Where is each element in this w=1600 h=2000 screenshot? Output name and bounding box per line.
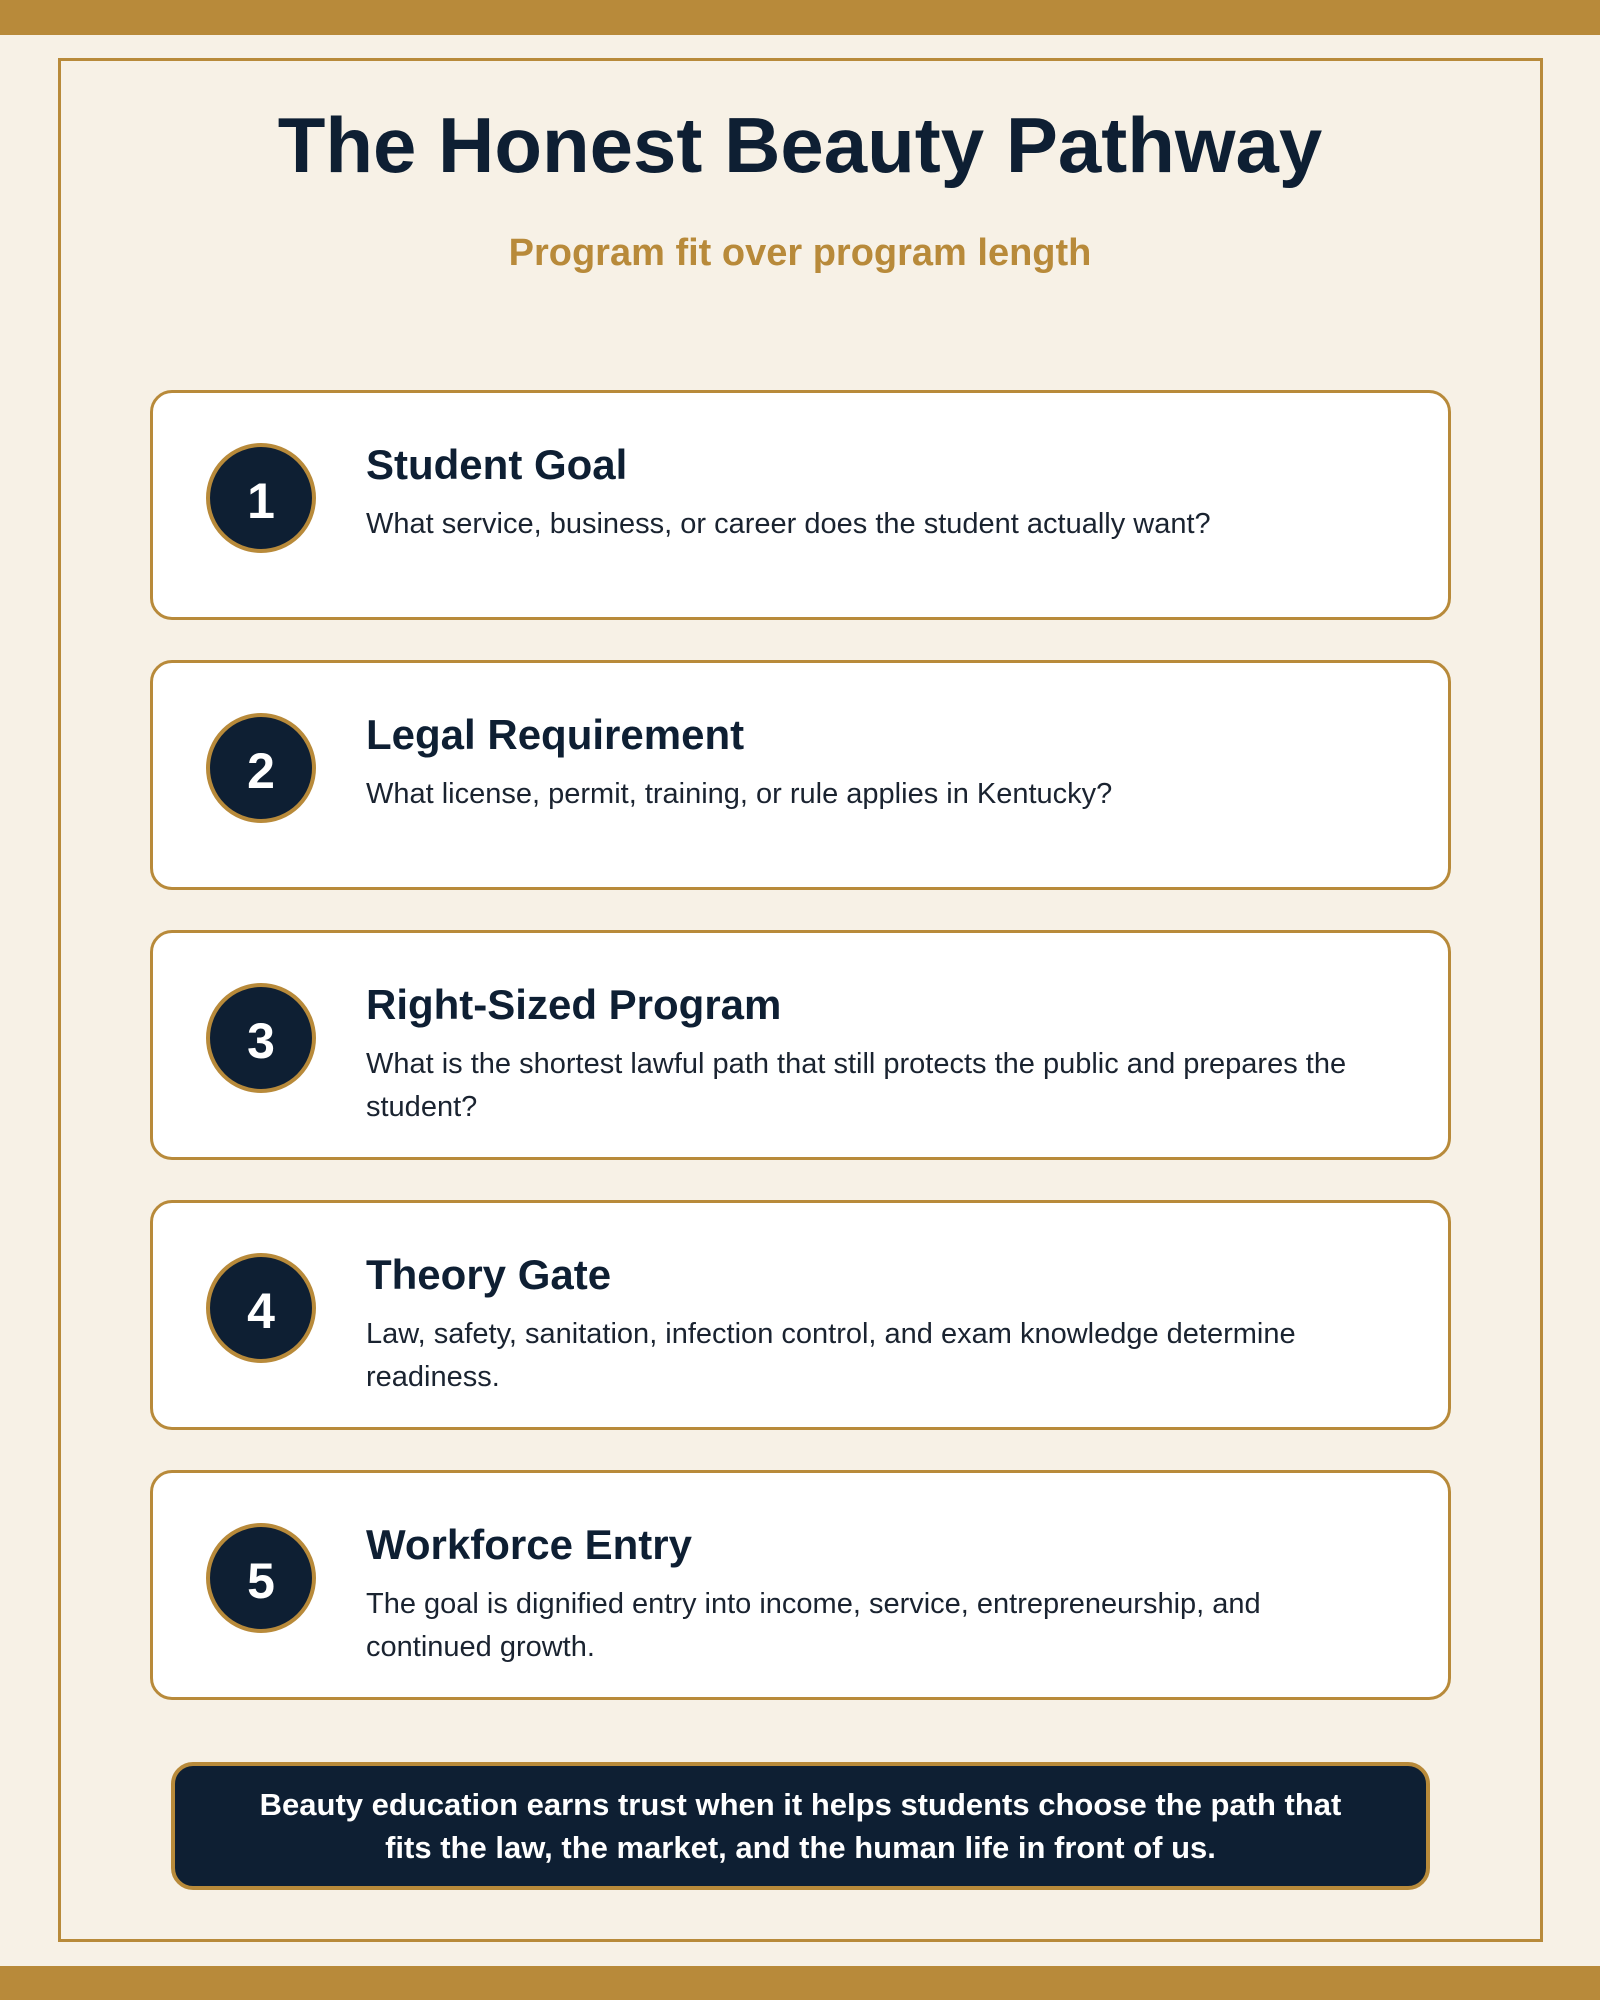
bottom-accent-bar bbox=[0, 1966, 1600, 2000]
top-accent-bar bbox=[0, 0, 1600, 35]
step-title: Workforce Entry bbox=[366, 1521, 692, 1568]
step-number-badge: 4 bbox=[206, 1253, 316, 1363]
callout-text: Beauty education earns trust when it helps students choose the path that fits the law, the market, and the human life in front of us. bbox=[259, 1787, 1342, 1865]
step-number-badge: 5 bbox=[206, 1523, 316, 1633]
step-title: Student Goal bbox=[366, 441, 628, 488]
step-description: What is the shortest lawful path that still protects the public and prepares the student? bbox=[366, 1048, 1347, 1123]
step-description: What service, business, or career does the student actually want? bbox=[366, 508, 1211, 540]
step-title: Legal Requirement bbox=[366, 711, 745, 758]
step-card-workforce-entry bbox=[150, 1470, 1451, 1700]
step-card-right-sized-program bbox=[150, 930, 1451, 1160]
step-title: Theory Gate bbox=[366, 1251, 612, 1298]
step-description: The goal is dignified entry into income, service, entrepreneurship, and continued growth. bbox=[366, 1588, 1261, 1663]
page-subtitle: Program fit over program length bbox=[508, 232, 1092, 274]
pathway-steps bbox=[150, 390, 1451, 1740]
step-description: What license, permit, training, or rule applies in Kentucky? bbox=[366, 778, 1113, 810]
page-title: The Honest Beauty Pathway bbox=[277, 101, 1323, 189]
step-number-badge: 2 bbox=[206, 713, 316, 823]
step-title: Right-Sized Program bbox=[366, 981, 782, 1028]
step-description: Law, safety, sanitation, infection control, and exam knowledge determine readiness. bbox=[366, 1318, 1296, 1393]
step-card-legal-requirement bbox=[150, 660, 1451, 890]
step-card-student-goal bbox=[150, 390, 1451, 620]
step-number-badge: 3 bbox=[206, 983, 316, 1093]
step-card-theory-gate bbox=[150, 1200, 1451, 1430]
closing-callout bbox=[171, 1762, 1430, 1890]
step-number-badge: 1 bbox=[206, 443, 316, 553]
